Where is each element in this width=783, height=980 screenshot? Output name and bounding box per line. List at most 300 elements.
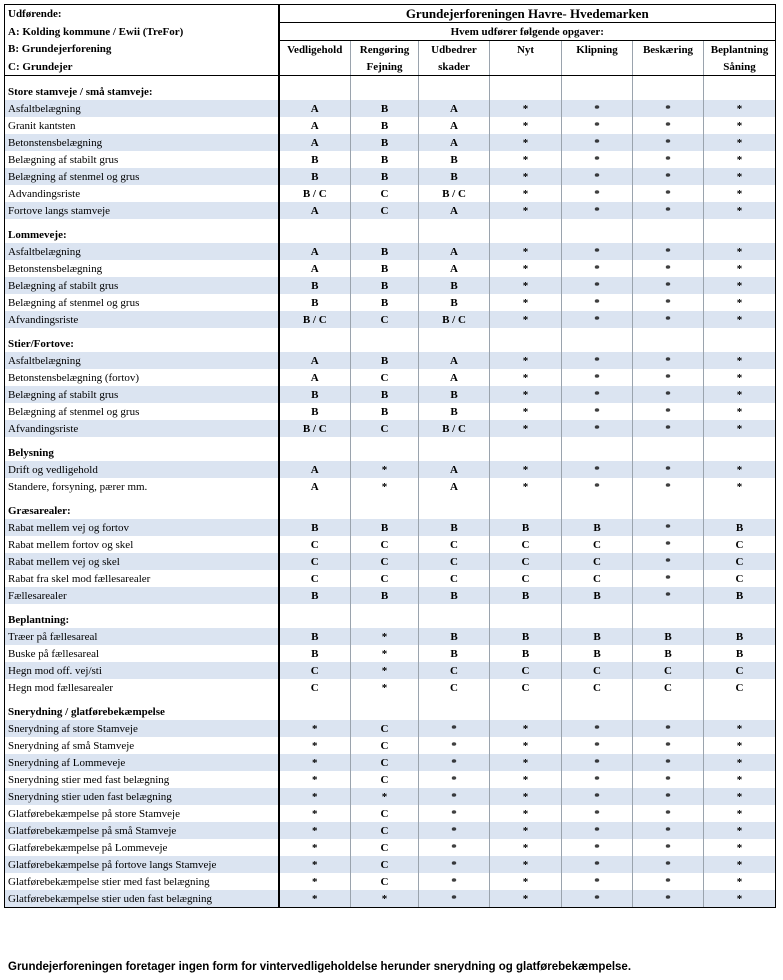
cell-value: * — [704, 117, 776, 134]
cell-value: * — [562, 185, 633, 202]
section-header-row — [5, 703, 776, 720]
row-label: Betonstensbelægning (fortov) — [5, 369, 279, 386]
section-title: Lommeveje: — [5, 226, 279, 243]
cell-value: * — [562, 403, 633, 420]
cell-value: C — [279, 679, 351, 696]
spacer-row — [5, 604, 776, 611]
cell-value: B — [351, 117, 419, 134]
table-row — [5, 771, 776, 788]
cell-value: * — [279, 822, 351, 839]
cell-value: * — [562, 420, 633, 437]
cell-value: * — [490, 805, 562, 822]
spacer-row — [5, 495, 776, 502]
row-label: Belægning af stabilt grus — [5, 386, 279, 403]
cell-value: * — [704, 243, 776, 260]
cell-value: * — [704, 788, 776, 805]
row-label: Belægning af stenmel og grus — [5, 168, 279, 185]
cell-value: C — [279, 536, 351, 553]
cell-value: * — [633, 890, 704, 908]
row-label: Glatførebekæmpelse stier uden fast belægning — [5, 890, 279, 908]
cell-value: B — [419, 645, 490, 662]
cell-value: * — [419, 737, 490, 754]
cell-value: B — [419, 403, 490, 420]
cell-value: * — [562, 771, 633, 788]
cell-value: B — [351, 294, 419, 311]
cell-value: * — [279, 890, 351, 908]
cell-value: * — [704, 720, 776, 737]
row-label: Afvandingsriste — [5, 420, 279, 437]
table-title: Grundejerforeningen Havre- Hvedemarken — [279, 5, 776, 23]
cell-value: A — [419, 202, 490, 219]
row-label: Asfaltbelægning — [5, 352, 279, 369]
cell-value: * — [633, 519, 704, 536]
cell-value: * — [633, 720, 704, 737]
table-row — [5, 202, 776, 219]
table-row — [5, 805, 776, 822]
cell-value: A — [419, 260, 490, 277]
cell-value: A — [279, 100, 351, 117]
cell-value: B — [419, 151, 490, 168]
section-header-row — [5, 502, 776, 519]
cell-value: B — [490, 587, 562, 604]
cell-value: A — [419, 100, 490, 117]
cell-value: * — [490, 168, 562, 185]
cell-value: * — [419, 822, 490, 839]
cell-value: * — [704, 185, 776, 202]
cell-value: * — [704, 151, 776, 168]
cell-value: * — [562, 890, 633, 908]
cell-value: * — [490, 856, 562, 873]
cell-value: * — [562, 100, 633, 117]
cell-value: B — [279, 628, 351, 645]
cell-value: * — [419, 788, 490, 805]
table-row — [5, 478, 776, 495]
cell-value: * — [704, 771, 776, 788]
table-row — [5, 737, 776, 754]
table-row — [5, 856, 776, 873]
table-row — [5, 134, 776, 151]
cell-value: C — [419, 570, 490, 587]
row-label: Snerydning af små Stamveje — [5, 737, 279, 754]
cell-value: C — [419, 553, 490, 570]
cell-value: B — [351, 386, 419, 403]
cell-value: * — [704, 202, 776, 219]
cell-value: * — [490, 294, 562, 311]
cell-value: B / C — [279, 311, 351, 328]
cell-value: * — [351, 628, 419, 645]
spacer-row — [5, 219, 776, 226]
table-row — [5, 890, 776, 908]
cell-value: * — [704, 311, 776, 328]
cell-value: * — [633, 553, 704, 570]
cell-value: * — [633, 386, 704, 403]
cell-value: * — [490, 243, 562, 260]
table-row — [5, 260, 776, 277]
cell-value: B / C — [279, 420, 351, 437]
row-label: Rabat mellem vej og skel — [5, 553, 279, 570]
cell-value: * — [562, 873, 633, 890]
cell-value: * — [562, 461, 633, 478]
cell-value: C — [279, 553, 351, 570]
cell-value: B — [419, 386, 490, 403]
cell-value: A — [279, 117, 351, 134]
cell-value: B — [704, 519, 776, 536]
cell-value: * — [633, 202, 704, 219]
cell-value: * — [419, 890, 490, 908]
cell-value: B — [419, 168, 490, 185]
cell-value: * — [562, 805, 633, 822]
cell-value: * — [490, 134, 562, 151]
row-label: Asfaltbelægning — [5, 100, 279, 117]
cell-value: C — [419, 662, 490, 679]
col-header-nyt: Nyt — [490, 41, 562, 59]
cell-value: * — [704, 737, 776, 754]
cell-value: A — [279, 352, 351, 369]
row-label: Asfaltbelægning — [5, 243, 279, 260]
legend-title: Udførende: — [5, 5, 279, 23]
cell-value: B — [279, 386, 351, 403]
cell-value: * — [351, 890, 419, 908]
row-label: Rabat fra skel mod fællesarealer — [5, 570, 279, 587]
cell-value: C — [351, 311, 419, 328]
cell-value: C — [279, 662, 351, 679]
cell-value: * — [490, 260, 562, 277]
cell-value: * — [562, 294, 633, 311]
col-header-saaning: Såning — [704, 58, 776, 76]
cell-value: * — [490, 277, 562, 294]
cell-value: B / C — [419, 420, 490, 437]
table-row — [5, 243, 776, 260]
cell-value: * — [633, 856, 704, 873]
table-row — [5, 461, 776, 478]
cell-value: A — [419, 352, 490, 369]
cell-value: * — [419, 754, 490, 771]
cell-value: A — [279, 461, 351, 478]
row-label: Belægning af stabilt grus — [5, 151, 279, 168]
section-title: Beplantning: — [5, 611, 279, 628]
table-row — [5, 403, 776, 420]
cell-value: A — [419, 243, 490, 260]
cell-value: * — [633, 737, 704, 754]
row-label: Snerydning stier uden fast belægning — [5, 788, 279, 805]
table-row — [5, 369, 776, 386]
cell-value: B — [351, 100, 419, 117]
cell-value: * — [490, 873, 562, 890]
cell-value: C — [704, 662, 776, 679]
cell-value: B — [562, 628, 633, 645]
cell-value: * — [633, 788, 704, 805]
cell-value: C — [351, 553, 419, 570]
cell-value: * — [279, 805, 351, 822]
col-header-beskaering: Beskæring — [633, 41, 704, 59]
col-header-rengoring: Rengøring — [351, 41, 419, 59]
cell-value: B — [704, 645, 776, 662]
col-header-skader: skader — [419, 58, 490, 76]
cell-value: * — [490, 788, 562, 805]
cell-value: * — [633, 754, 704, 771]
cell-value: * — [490, 151, 562, 168]
cell-value: B — [419, 519, 490, 536]
cell-value: C — [562, 570, 633, 587]
cell-value: * — [490, 117, 562, 134]
cell-value: B — [633, 645, 704, 662]
row-label: Drift og vedligehold — [5, 461, 279, 478]
cell-value: B — [279, 277, 351, 294]
cell-value: B — [351, 134, 419, 151]
cell-value: * — [704, 277, 776, 294]
cell-value: * — [633, 873, 704, 890]
row-label: Belægning af stenmel og grus — [5, 294, 279, 311]
cell-value: * — [633, 536, 704, 553]
cell-value: * — [562, 352, 633, 369]
cell-value: B — [351, 243, 419, 260]
cell-value: * — [490, 720, 562, 737]
cell-value: * — [704, 403, 776, 420]
cell-value: * — [704, 754, 776, 771]
cell-value: * — [562, 134, 633, 151]
cell-value: * — [351, 645, 419, 662]
cell-value: * — [562, 369, 633, 386]
row-label: Afvandingsriste — [5, 311, 279, 328]
table-row — [5, 645, 776, 662]
cell-value: * — [704, 420, 776, 437]
section-header-row — [5, 83, 776, 100]
cell-value: * — [633, 352, 704, 369]
row-label: Glatførebekæmpelse stier med fast belægning — [5, 873, 279, 890]
row-label: Belægning af stabilt grus — [5, 277, 279, 294]
cell-value: * — [562, 243, 633, 260]
cell-value: * — [490, 352, 562, 369]
cell-value: * — [490, 386, 562, 403]
cell-value: * — [704, 168, 776, 185]
cell-value: C — [633, 679, 704, 696]
section-title: Græsarealer: — [5, 502, 279, 519]
table-row — [5, 587, 776, 604]
cell-value: * — [351, 679, 419, 696]
cell-value: * — [490, 369, 562, 386]
cell-value: A — [419, 369, 490, 386]
cell-value: C — [490, 553, 562, 570]
responsibility-table — [4, 4, 776, 908]
cell-value: C — [351, 805, 419, 822]
cell-value: * — [704, 352, 776, 369]
table-row — [5, 294, 776, 311]
row-label: Glatførebekæmpelse på små Stamveje — [5, 822, 279, 839]
row-label: Snerydning stier med fast belægning — [5, 771, 279, 788]
cell-value: C — [351, 420, 419, 437]
cell-value: * — [562, 788, 633, 805]
row-label: Belægning af stenmel og grus — [5, 403, 279, 420]
cell-value: A — [279, 134, 351, 151]
cell-value: * — [633, 478, 704, 495]
cell-value: * — [562, 822, 633, 839]
cell-value: * — [633, 822, 704, 839]
cell-value: C — [279, 570, 351, 587]
cell-value: B / C — [279, 185, 351, 202]
cell-value: * — [490, 461, 562, 478]
table-row — [5, 100, 776, 117]
cell-value: * — [562, 260, 633, 277]
legend-c: C: Grundejer — [5, 58, 279, 76]
cell-value: B — [279, 519, 351, 536]
legend-b: B: Grundejerforening — [5, 41, 279, 59]
cell-value: * — [279, 737, 351, 754]
cell-value: B — [490, 645, 562, 662]
cell-value: * — [562, 839, 633, 856]
legend-a: A: Kolding kommune / Ewii (TreFor) — [5, 23, 279, 41]
cell-value: C — [351, 839, 419, 856]
cell-value: * — [704, 805, 776, 822]
cell-value: C — [562, 553, 633, 570]
cell-value: C — [704, 553, 776, 570]
cell-value: B — [351, 403, 419, 420]
cell-value: * — [704, 100, 776, 117]
row-label: Betonstensbelægning — [5, 260, 279, 277]
cell-value: * — [279, 873, 351, 890]
cell-value: B — [562, 645, 633, 662]
cell-value: * — [633, 420, 704, 437]
spacer-row — [5, 76, 776, 84]
table-row — [5, 679, 776, 696]
cell-value: C — [704, 679, 776, 696]
cell-value: * — [633, 805, 704, 822]
table-row — [5, 420, 776, 437]
cell-value: * — [279, 856, 351, 873]
table-row — [5, 788, 776, 805]
cell-value: * — [633, 185, 704, 202]
cell-value: C — [351, 202, 419, 219]
cell-value: C — [562, 662, 633, 679]
cell-value: A — [279, 260, 351, 277]
cell-value: B — [704, 587, 776, 604]
cell-value: B — [351, 587, 419, 604]
cell-value: B — [562, 587, 633, 604]
row-label: Advandingsriste — [5, 185, 279, 202]
cell-value: C — [351, 185, 419, 202]
cell-value: C — [562, 679, 633, 696]
cell-value: * — [490, 737, 562, 754]
spacer-row — [5, 696, 776, 703]
table-row — [5, 386, 776, 403]
cell-value: * — [704, 369, 776, 386]
cell-value: C — [562, 536, 633, 553]
cell-value: * — [490, 403, 562, 420]
table-row — [5, 570, 776, 587]
table-row — [5, 151, 776, 168]
table-subtitle: Hvem udfører følgende opgaver: — [279, 23, 776, 41]
cell-value: * — [704, 478, 776, 495]
cell-value: * — [562, 754, 633, 771]
cell-value: B — [279, 403, 351, 420]
cell-value: * — [490, 202, 562, 219]
row-label: Snerydning af Lommeveje — [5, 754, 279, 771]
cell-value: * — [704, 873, 776, 890]
row-label: Fællesarealer — [5, 587, 279, 604]
table-row — [5, 117, 776, 134]
cell-value: * — [633, 168, 704, 185]
cell-value: * — [633, 294, 704, 311]
cell-value: C — [351, 822, 419, 839]
cell-value: * — [490, 890, 562, 908]
row-label: Fortove langs stamveje — [5, 202, 279, 219]
cell-value: C — [351, 856, 419, 873]
cell-value: C — [490, 536, 562, 553]
cell-value: C — [351, 369, 419, 386]
footer-note: Grundejerforeningen foretager ingen form for vintervedligeholdelse herunder snerydning og glatførebekæmpelse. — [8, 961, 632, 973]
cell-value: * — [279, 839, 351, 856]
cell-value: * — [633, 570, 704, 587]
table-row — [5, 311, 776, 328]
cell-value: C — [351, 873, 419, 890]
cell-value: * — [704, 294, 776, 311]
cell-value: * — [351, 788, 419, 805]
cell-value: B — [279, 645, 351, 662]
cell-value: * — [351, 478, 419, 495]
cell-value: C — [351, 536, 419, 553]
cell-value: C — [633, 662, 704, 679]
cell-value: A — [279, 478, 351, 495]
cell-value: * — [490, 311, 562, 328]
cell-value: * — [490, 822, 562, 839]
table-row — [5, 536, 776, 553]
cell-value: A — [419, 478, 490, 495]
col-header-fejning: Fejning — [351, 58, 419, 76]
row-label: Rabat mellem fortov og skel — [5, 536, 279, 553]
cell-value: * — [490, 771, 562, 788]
section-header-row — [5, 444, 776, 461]
row-label: Standere, forsyning, pærer mm. — [5, 478, 279, 495]
cell-value: * — [490, 754, 562, 771]
table-row — [5, 839, 776, 856]
cell-value: B — [490, 519, 562, 536]
table-row — [5, 662, 776, 679]
cell-value: * — [633, 100, 704, 117]
cell-value: C — [351, 754, 419, 771]
cell-value: * — [704, 260, 776, 277]
cell-value: * — [633, 771, 704, 788]
cell-value: C — [490, 679, 562, 696]
row-label: Snerydning af store Stamveje — [5, 720, 279, 737]
cell-value: * — [633, 403, 704, 420]
row-label: Glatførebekæmpelse på Lommeveje — [5, 839, 279, 856]
col-header-vedligehold: Vedligehold — [279, 41, 351, 59]
table-row — [5, 754, 776, 771]
col-header-beplantning: Beplantning — [704, 41, 776, 59]
row-label: Glatførebekæmpelse på fortove langs Stamveje — [5, 856, 279, 873]
cell-value: * — [633, 369, 704, 386]
cell-value: * — [633, 587, 704, 604]
table-row — [5, 185, 776, 202]
cell-value: * — [351, 662, 419, 679]
row-label: Hegn mod off. vej/sti — [5, 662, 279, 679]
cell-value: A — [279, 243, 351, 260]
cell-value: * — [704, 822, 776, 839]
cell-value: B — [351, 151, 419, 168]
cell-value: C — [351, 570, 419, 587]
cell-value: C — [351, 720, 419, 737]
table-row — [5, 277, 776, 294]
section-title: Stier/Fortove: — [5, 335, 279, 352]
cell-value: B — [351, 519, 419, 536]
cell-value: B — [351, 260, 419, 277]
cell-value: * — [562, 386, 633, 403]
cell-value: * — [633, 839, 704, 856]
cell-value: B — [351, 277, 419, 294]
cell-value: B — [279, 587, 351, 604]
cell-value: * — [490, 839, 562, 856]
table-row — [5, 352, 776, 369]
spacer-row — [5, 328, 776, 335]
